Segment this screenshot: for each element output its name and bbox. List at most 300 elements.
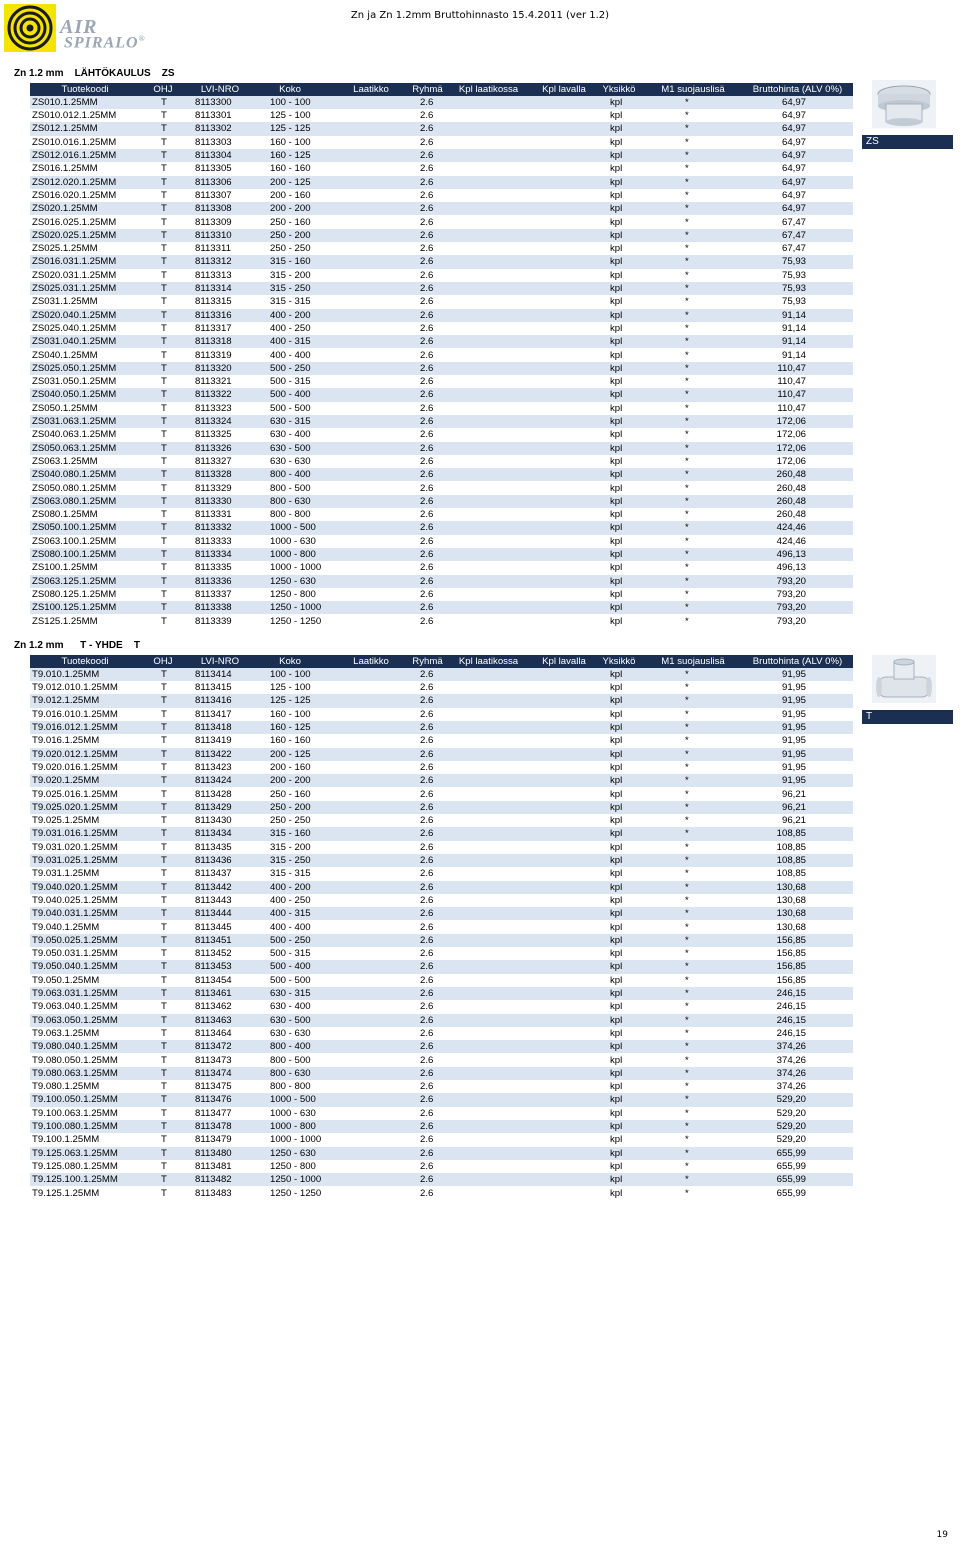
product-code: ZS020.040.1.25MM — [32, 309, 117, 321]
col-ryhma-header: Ryhmä — [412, 655, 443, 667]
gross-price: 260,48 — [776, 495, 806, 507]
gross-price: 110,47 — [777, 389, 806, 401]
product-code: T9.125.1.25MM — [32, 1187, 100, 1199]
product-code: T9.063.050.1.25MM — [32, 1014, 118, 1026]
lvi-number: 8113318 — [195, 336, 232, 348]
lvi-number: 8113479 — [195, 1134, 232, 1146]
group: 2.6 — [420, 416, 434, 427]
unit: kpl — [610, 921, 623, 933]
gross-price: 246,15 — [776, 1027, 806, 1039]
ohj-value: T — [161, 216, 167, 228]
group: 2.6 — [420, 575, 434, 587]
product-code: T9.016.012.1.25MM — [32, 722, 118, 733]
group: 2.6 — [420, 855, 434, 866]
group: 2.6 — [420, 1081, 434, 1093]
m1-surcharge: * — [685, 735, 689, 747]
product-code: ZS012.1.25MM — [32, 123, 98, 135]
table-row — [30, 269, 853, 282]
unit: kpl — [610, 402, 623, 414]
m1-surcharge: * — [685, 1147, 689, 1159]
m1-surcharge: * — [685, 1107, 689, 1119]
size: 800 - 800 — [270, 509, 311, 521]
gross-price: 655,99 — [776, 1147, 806, 1159]
group: 2.6 — [420, 708, 434, 720]
table-row — [30, 295, 853, 308]
lvi-number: 8113414 — [195, 668, 232, 680]
group: 2.6 — [420, 402, 434, 414]
table-row — [30, 349, 853, 362]
table-row — [30, 681, 853, 694]
unit: kpl — [610, 894, 623, 906]
unit: kpl — [610, 442, 623, 454]
group: 2.6 — [420, 216, 434, 228]
table-row — [30, 1014, 853, 1027]
size: 500 - 400 — [270, 389, 311, 401]
gross-price: 64,97 — [781, 96, 806, 108]
m1-surcharge: * — [685, 322, 689, 334]
product-code: T9.100.050.1.25MM — [32, 1094, 118, 1106]
lvi-number: 8113325 — [195, 429, 232, 441]
m1-surcharge: * — [685, 203, 689, 215]
ohj-value: T — [161, 416, 167, 427]
product-code: T9.063.1.25MM — [32, 1027, 100, 1039]
product-code: T9.040.1.25MM — [32, 921, 100, 933]
table-row — [30, 854, 853, 867]
m1-surcharge: * — [685, 509, 689, 521]
table-row — [30, 521, 853, 534]
lvi-number: 8113304 — [195, 150, 232, 161]
ohj-value: T — [161, 735, 167, 747]
unit: kpl — [610, 269, 623, 281]
gross-price: 96,21 — [781, 801, 806, 813]
col-tuotekoodi-header: Tuotekoodi — [61, 655, 109, 667]
m1-surcharge: * — [685, 815, 689, 827]
ohj-value: T — [161, 1107, 167, 1119]
size: 315 - 200 — [270, 841, 311, 853]
section-title: Zn 1.2 mm T - YHDE T — [14, 640, 140, 651]
size: 630 - 500 — [270, 1014, 311, 1026]
size: 315 - 315 — [270, 296, 311, 308]
table-row — [30, 375, 853, 388]
size: 1000 - 500 — [270, 522, 316, 534]
unit: kpl — [610, 948, 623, 960]
lvi-number: 8113305 — [195, 163, 232, 175]
lvi-number: 8113437 — [195, 868, 232, 880]
size: 1000 - 1000 — [270, 562, 322, 574]
ohj-value: T — [161, 668, 167, 680]
group: 2.6 — [420, 828, 434, 840]
gross-price: 91,95 — [781, 748, 806, 760]
product-code: ZS012.020.1.25MM — [32, 176, 117, 188]
size: 1000 - 500 — [270, 1094, 316, 1106]
size: 400 - 200 — [270, 309, 311, 321]
unit: kpl — [610, 682, 623, 694]
ohj-value: T — [161, 376, 167, 388]
product-type-label: ZS — [862, 135, 953, 149]
table-row — [30, 814, 853, 827]
lvi-number: 8113478 — [195, 1121, 232, 1132]
table-row — [30, 109, 853, 122]
gross-price: 64,97 — [781, 176, 806, 188]
unit: kpl — [610, 788, 623, 800]
group: 2.6 — [420, 815, 434, 827]
m1-surcharge: * — [685, 1054, 689, 1066]
gross-price: 655,99 — [776, 1160, 806, 1172]
lvi-number: 8113477 — [195, 1107, 232, 1119]
m1-surcharge: * — [685, 1094, 689, 1106]
m1-surcharge: * — [685, 1001, 689, 1013]
ohj-value: T — [161, 1041, 167, 1053]
gross-price: 374,26 — [776, 1041, 806, 1053]
unit: kpl — [610, 322, 623, 334]
table-row — [30, 1187, 853, 1200]
lvi-number: 8113316 — [195, 309, 232, 321]
m1-surcharge: * — [685, 1067, 689, 1079]
ohj-value: T — [161, 695, 167, 707]
gross-price: 91,95 — [781, 682, 806, 694]
lvi-number: 8113336 — [195, 575, 232, 587]
ohj-value: T — [161, 562, 167, 574]
m1-surcharge: * — [685, 948, 689, 960]
product-code: ZS125.1.25MM — [32, 615, 98, 627]
table-row — [30, 229, 853, 242]
size: 100 - 100 — [270, 96, 311, 108]
m1-surcharge: * — [685, 402, 689, 414]
m1-surcharge: * — [685, 189, 689, 201]
table-row — [30, 1000, 853, 1013]
product-code: ZS025.031.1.25MM — [32, 283, 117, 294]
m1-surcharge: * — [685, 668, 689, 680]
size: 630 - 630 — [270, 1027, 311, 1039]
product-code: ZS031.063.1.25MM — [32, 416, 117, 427]
ohj-value: T — [161, 509, 167, 521]
lvi-number: 8113482 — [195, 1174, 232, 1186]
unit: kpl — [610, 1081, 623, 1093]
table-row — [30, 734, 853, 747]
product-code: ZS063.080.1.25MM — [32, 495, 117, 507]
ohj-value: T — [161, 96, 167, 108]
unit: kpl — [610, 562, 623, 574]
gross-price: 64,97 — [781, 203, 806, 215]
ohj-value: T — [161, 1054, 167, 1066]
m1-surcharge: * — [685, 309, 689, 321]
size: 500 - 315 — [270, 376, 311, 388]
table-row — [30, 362, 853, 375]
size: 200 - 125 — [270, 176, 311, 188]
size: 125 - 125 — [270, 695, 311, 707]
gross-price: 172,06 — [776, 442, 806, 454]
group: 2.6 — [420, 176, 434, 188]
gross-price: 374,26 — [776, 1081, 806, 1093]
unit: kpl — [610, 775, 623, 787]
size: 1000 - 800 — [270, 549, 316, 560]
ohj-value: T — [161, 455, 167, 467]
unit: kpl — [610, 296, 623, 308]
unit: kpl — [610, 722, 623, 733]
product-code: T9.100.080.1.25MM — [32, 1121, 118, 1132]
gross-price: 246,15 — [776, 988, 806, 999]
ohj-value: T — [161, 615, 167, 627]
col-kpl-laatikossa-header: Kpl laatikossa — [458, 83, 519, 95]
unit: kpl — [610, 615, 623, 627]
ohj-value: T — [161, 495, 167, 507]
gross-price: 64,97 — [781, 110, 806, 122]
product-code: T9.012.1.25MM — [32, 695, 100, 707]
table-row — [30, 867, 853, 880]
group: 2.6 — [420, 748, 434, 760]
unit: kpl — [610, 416, 623, 427]
lvi-number: 8113481 — [195, 1160, 232, 1172]
ohj-value: T — [161, 988, 167, 999]
product-code: T9.010.1.25MM — [32, 668, 100, 680]
lvi-number: 8113428 — [195, 788, 232, 800]
m1-surcharge: * — [685, 256, 689, 268]
lvi-number: 8113301 — [195, 110, 232, 122]
m1-surcharge: * — [685, 482, 689, 494]
product-code: ZS020.025.1.25MM — [32, 229, 117, 241]
ohj-value: T — [161, 881, 167, 893]
m1-surcharge: * — [685, 775, 689, 787]
unit: kpl — [610, 1014, 623, 1026]
ohj-value: T — [161, 748, 167, 760]
group: 2.6 — [420, 535, 434, 547]
t-piece-fitting-image — [872, 655, 936, 703]
gross-price: 64,97 — [781, 136, 806, 148]
size: 160 - 160 — [270, 735, 311, 747]
m1-surcharge: * — [685, 855, 689, 866]
unit: kpl — [610, 549, 623, 560]
unit: kpl — [610, 602, 623, 614]
product-code: ZS040.063.1.25MM — [32, 429, 117, 441]
size: 125 - 125 — [270, 123, 311, 135]
col-kpl-lavalla-header: Kpl lavalla — [542, 655, 586, 667]
table-row — [30, 402, 853, 415]
ohj-value: T — [161, 1147, 167, 1159]
size: 800 - 800 — [270, 1081, 311, 1093]
size: 250 - 160 — [270, 216, 311, 228]
product-code: T9.050.1.25MM — [32, 974, 100, 986]
m1-surcharge: * — [685, 123, 689, 135]
unit: kpl — [610, 1147, 623, 1159]
lvi-number: 8113326 — [195, 442, 232, 454]
col-ohj-header: OHJ — [153, 83, 173, 95]
lvi-number: 8113461 — [195, 988, 232, 999]
product-code: ZS012.016.1.25MM — [32, 150, 117, 161]
size: 500 - 500 — [270, 402, 311, 414]
size: 500 - 315 — [270, 948, 311, 960]
gross-price: 64,97 — [781, 123, 806, 135]
ohj-value: T — [161, 894, 167, 906]
m1-surcharge: * — [685, 176, 689, 188]
table-row — [30, 1120, 853, 1133]
lvi-number: 8113454 — [195, 974, 232, 986]
unit: kpl — [610, 988, 623, 999]
m1-surcharge: * — [685, 562, 689, 574]
table-row — [30, 694, 853, 707]
size: 630 - 400 — [270, 429, 311, 441]
ohj-value: T — [161, 1001, 167, 1013]
gross-price: 67,47 — [781, 229, 806, 241]
col-koko-header: Koko — [279, 83, 301, 95]
lvi-number: 8113462 — [195, 1001, 232, 1013]
table-row — [30, 881, 853, 894]
size: 400 - 315 — [270, 908, 311, 920]
m1-surcharge: * — [685, 389, 689, 401]
m1-surcharge: * — [685, 748, 689, 760]
ohj-value: T — [161, 868, 167, 880]
m1-surcharge: * — [685, 1134, 689, 1146]
gross-price: 260,48 — [776, 482, 806, 494]
table-row — [30, 495, 853, 508]
group: 2.6 — [420, 974, 434, 986]
m1-surcharge: * — [685, 881, 689, 893]
ohj-value: T — [161, 309, 167, 321]
group: 2.6 — [420, 735, 434, 747]
lvi-number: 8113422 — [195, 748, 232, 760]
table-row — [30, 774, 853, 787]
size: 315 - 315 — [270, 868, 311, 880]
lvi-number: 8113338 — [195, 602, 232, 614]
size: 250 - 250 — [270, 815, 311, 827]
m1-surcharge: * — [685, 283, 689, 294]
unit: kpl — [610, 509, 623, 521]
col-bruttohinta-header: Bruttohinta (ALV 0%) — [752, 655, 843, 667]
product-code: ZS063.100.1.25MM — [32, 535, 117, 547]
m1-surcharge: * — [685, 695, 689, 707]
table-row — [30, 162, 853, 175]
size: 1250 - 1000 — [270, 602, 322, 614]
ohj-value: T — [161, 229, 167, 241]
lvi-number: 8113472 — [195, 1041, 232, 1053]
unit: kpl — [610, 455, 623, 467]
gross-price: 156,85 — [776, 948, 806, 960]
table-row — [30, 1080, 853, 1093]
table-row — [30, 974, 853, 987]
product-code: T9.016.010.1.25MM — [32, 708, 118, 720]
group: 2.6 — [420, 283, 434, 294]
gross-price: 91,14 — [781, 336, 806, 348]
product-code: ZS050.080.1.25MM — [32, 482, 117, 494]
gross-price: 655,99 — [776, 1174, 806, 1186]
table-row — [30, 934, 853, 947]
gross-price: 91,95 — [781, 708, 806, 720]
product-code: T9.020.016.1.25MM — [32, 761, 118, 773]
ohj-value: T — [161, 908, 167, 920]
group: 2.6 — [420, 1147, 434, 1159]
ohj-value: T — [161, 1081, 167, 1093]
size: 315 - 160 — [270, 256, 311, 268]
group: 2.6 — [420, 376, 434, 388]
size: 160 - 100 — [270, 708, 311, 720]
group: 2.6 — [420, 136, 434, 148]
lvi-number: 8113419 — [195, 735, 232, 747]
m1-surcharge: * — [685, 722, 689, 733]
group: 2.6 — [420, 961, 434, 973]
product-code: ZS050.100.1.25MM — [32, 522, 117, 534]
product-code: ZS020.031.1.25MM — [32, 269, 117, 281]
lvi-number: 8113436 — [195, 855, 232, 866]
gross-price: 96,21 — [781, 815, 806, 827]
col-laatikko-header: Laatikko — [353, 655, 389, 667]
product-code: T9.025.016.1.25MM — [32, 788, 118, 800]
group: 2.6 — [420, 1134, 434, 1146]
table-row — [30, 668, 853, 681]
ohj-value: T — [161, 1187, 167, 1199]
size: 500 - 500 — [270, 974, 311, 986]
ohj-value: T — [161, 974, 167, 986]
lvi-number: 8113330 — [195, 495, 232, 507]
group: 2.6 — [420, 722, 434, 733]
unit: kpl — [610, 801, 623, 813]
lvi-number: 8113322 — [195, 389, 232, 401]
unit: kpl — [610, 1027, 623, 1039]
gross-price: 793,20 — [776, 588, 806, 600]
product-code: ZS100.125.1.25MM — [32, 602, 117, 614]
product-code: T9.050.025.1.25MM — [32, 934, 118, 946]
m1-surcharge: * — [685, 988, 689, 999]
product-code: T9.020.012.1.25MM — [32, 748, 118, 760]
group: 2.6 — [420, 1014, 434, 1026]
product-code: ZS025.040.1.25MM — [32, 322, 117, 334]
m1-surcharge: * — [685, 522, 689, 534]
ohj-value: T — [161, 203, 167, 215]
group: 2.6 — [420, 1067, 434, 1079]
product-code: ZS010.016.1.25MM — [32, 136, 117, 148]
size: 160 - 160 — [270, 163, 311, 175]
m1-surcharge: * — [685, 229, 689, 241]
group: 2.6 — [420, 189, 434, 201]
lvi-number: 8113464 — [195, 1027, 232, 1039]
m1-surcharge: * — [685, 1014, 689, 1026]
ohj-value: T — [161, 1174, 167, 1186]
ohj-value: T — [161, 761, 167, 773]
ohj-value: T — [161, 921, 167, 933]
size: 160 - 100 — [270, 136, 311, 148]
product-code: T9.050.031.1.25MM — [32, 948, 118, 960]
group: 2.6 — [420, 509, 434, 521]
table-row — [30, 947, 853, 960]
m1-surcharge: * — [685, 269, 689, 281]
lvi-number: 8113331 — [195, 509, 232, 521]
unit: kpl — [610, 708, 623, 720]
lvi-number: 8113314 — [195, 283, 232, 294]
table-row — [30, 801, 853, 814]
product-code: T9.040.025.1.25MM — [32, 894, 118, 906]
table-row — [30, 721, 853, 734]
group: 2.6 — [420, 788, 434, 800]
logo-text-air: AIR — [60, 16, 98, 38]
table-row — [30, 202, 853, 215]
table-row — [30, 415, 853, 428]
table-row — [30, 122, 853, 135]
ohj-value: T — [161, 163, 167, 175]
size: 315 - 250 — [270, 283, 311, 294]
group: 2.6 — [420, 934, 434, 946]
lvi-number: 8113317 — [195, 322, 232, 334]
product-code: ZS016.1.25MM — [32, 163, 98, 175]
page-number: 19 — [936, 1530, 948, 1540]
group: 2.6 — [420, 110, 434, 122]
gross-price: 130,68 — [776, 894, 806, 906]
size: 1250 - 1000 — [270, 1174, 322, 1186]
unit: kpl — [610, 283, 623, 294]
size: 630 - 400 — [270, 1001, 311, 1013]
size: 800 - 500 — [270, 482, 311, 494]
gross-price: 260,48 — [776, 469, 806, 481]
product-code: ZS080.1.25MM — [32, 509, 98, 521]
table-row — [30, 960, 853, 973]
ohj-value: T — [161, 283, 167, 294]
